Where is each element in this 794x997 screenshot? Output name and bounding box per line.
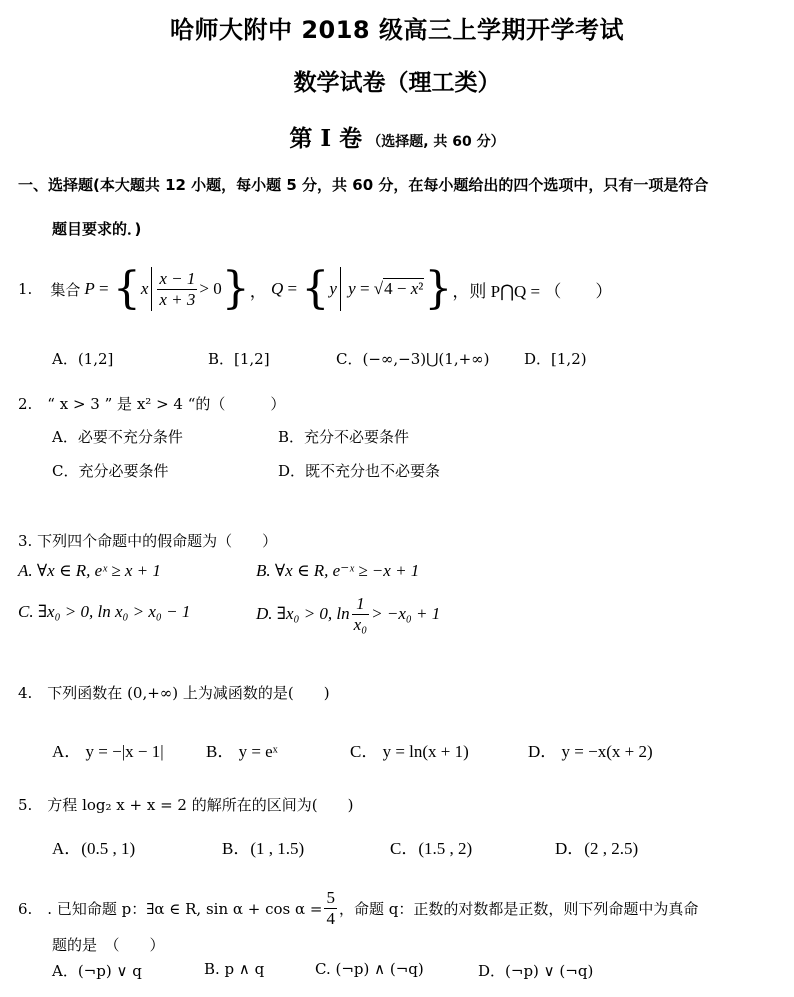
q3-option-d-fraction bbox=[352, 594, 369, 635]
q6-frac-num: 5 bbox=[326, 887, 335, 907]
exam-title: 哈师大附中 2018 级高三上学期开学考试 bbox=[169, 16, 624, 44]
q6-option-c: C. (¬p) ∧ (¬q) bbox=[315, 960, 424, 978]
q1-tail: ，则 P⋂Q = （ ） bbox=[452, 281, 613, 301]
q6-pre: 6. . 已知命题 p：∃α ∈ R, sin α + cos α = bbox=[18, 899, 323, 918]
q3-option-d-pre: D. ∃x₀ > 0, ln bbox=[256, 604, 350, 623]
q6-option-b: B. p ∧ q bbox=[204, 960, 265, 978]
question-2-stem: 2. “ x > 3 ” 是 x² > 4 “的（ ） bbox=[18, 395, 286, 413]
q1-option-d: D．[1,2) bbox=[524, 350, 587, 368]
q5-option-d: D．(2 , 2.5) bbox=[555, 839, 639, 858]
question-6-stem bbox=[18, 880, 698, 936]
q2-option-d: D．既不充分也不必要条 bbox=[278, 462, 441, 480]
q1-number: 1. bbox=[18, 280, 33, 298]
q4-option-c: C． y = ln(x + 1) bbox=[350, 742, 469, 761]
q6-stem-line2: 题的是 （ ） bbox=[52, 936, 165, 954]
q6-frac-den: 4 bbox=[326, 908, 335, 928]
exam-subtitle: 数学试卷（理工类） bbox=[293, 70, 501, 96]
q5-option-b: B．(1 , 1.5) bbox=[222, 839, 305, 858]
q3-option-c: C. ∃x₀ > 0, ln x₀ > x₀ − 1 bbox=[18, 602, 191, 621]
question-1-stem: 1. 集合 P = { x $\frac{x - 1}{x + 3}$ > 0 } ， Q = { y y = √4 − x² } ，则 P⋂Q = （ ） bbox=[18, 263, 613, 314]
q3-option-d-num: 1 bbox=[352, 594, 369, 615]
q6-option-a: A．(¬p) ∨ q bbox=[52, 962, 142, 980]
q1-pre: 集合 bbox=[50, 280, 81, 299]
q6-post: ，命题 q：正数的对数都是正数，则下列命题中为真命 bbox=[338, 899, 699, 918]
section-instructions-line1: 一、选择题(本大题共 12 小题，每小题 5 分，共 60 分，在每小题给出的四个选项中，只有一项是符合 bbox=[18, 176, 709, 194]
q2-option-c: C．充分必要条件 bbox=[52, 462, 169, 480]
q3-option-b: B. ∀x ∈ R, e⁻ˣ ≥ −x + 1 bbox=[256, 561, 420, 580]
volume-note: （选择题, 共 60 分） bbox=[367, 134, 505, 150]
q1-frac-num: x − 1 bbox=[159, 268, 196, 288]
q2-option-b: B．充分不必要条件 bbox=[278, 428, 410, 446]
volume-name: 第 I 卷 bbox=[289, 125, 363, 152]
q4-option-a: A． y = −|x − 1| bbox=[52, 742, 164, 761]
q6-option-d: D．(¬p) ∨ (¬q) bbox=[478, 962, 594, 980]
q1-frac-den: x + 3 bbox=[159, 289, 196, 309]
volume-heading bbox=[0, 120, 794, 153]
q5-option-c: C．(1.5 , 2) bbox=[390, 839, 473, 858]
q4-option-b: B． y = eˣ bbox=[206, 742, 278, 761]
question-4-stem: 4. 下列函数在 (0,+∞) 上为减函数的是( ) bbox=[18, 684, 330, 702]
q3-option-a: A. ∀x ∈ R, eˣ ≥ x + 1 bbox=[18, 561, 161, 580]
q1-option-c: C．(−∞,−3)⋃(1,+∞) bbox=[336, 350, 490, 368]
q2-option-a: A．必要不充分条件 bbox=[52, 428, 183, 446]
q1-option-b: B．[1,2] bbox=[208, 350, 270, 368]
q1-option-a: A．(1,2] bbox=[52, 350, 114, 368]
q5-option-a: A．(0.5 , 1) bbox=[52, 839, 136, 858]
q4-option-d: D． y = −x(x + 2) bbox=[528, 742, 653, 761]
q6-fraction bbox=[324, 888, 337, 929]
q3-option-d bbox=[256, 588, 440, 640]
q3-option-d-post: > −x₀ + 1 bbox=[371, 604, 441, 623]
q1-fraction bbox=[157, 269, 197, 310]
q3-option-d-den: x₀ bbox=[353, 614, 368, 634]
section-instructions-line2: 题目要求的．) bbox=[52, 220, 142, 238]
question-3-stem: 3. 下列四个命题中的假命题为（ ） bbox=[18, 532, 278, 550]
question-5-stem: 5. 方程 log₂ x + x = 2 的解所在的区间为( ) bbox=[18, 796, 354, 814]
